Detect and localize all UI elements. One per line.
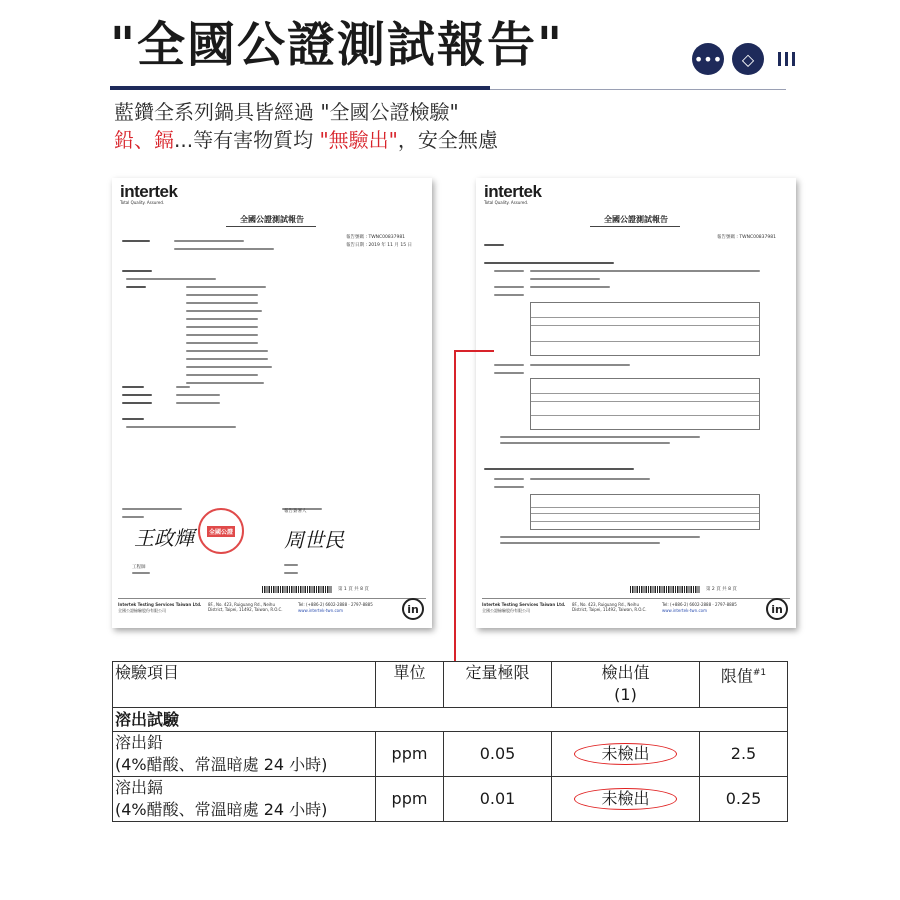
footer-company-zh: 全國公證檢驗股份有限公司: [482, 608, 530, 613]
callout-connector: [454, 350, 494, 352]
row-item: [113, 777, 376, 822]
header-loq: 定量極限: [444, 662, 552, 708]
barcode: [262, 586, 332, 593]
text-line: [186, 318, 258, 320]
text-line: [484, 468, 634, 470]
subtitle-metals: 鉛、鎘: [114, 128, 174, 152]
row-name: 溶出鉛: [115, 733, 164, 752]
mini-table: [530, 302, 760, 356]
report-meta: [717, 234, 776, 242]
row-unit: ppm: [376, 732, 444, 777]
text-line: [500, 542, 660, 544]
table-section-row: [113, 708, 788, 732]
text-line: [174, 240, 244, 242]
text-line: [494, 294, 524, 296]
company-seal: 全國公證: [198, 508, 244, 554]
text-line: [122, 508, 182, 510]
row-result: [552, 777, 700, 822]
row-result: [552, 732, 700, 777]
row-name: 溶出鎘: [115, 778, 164, 797]
header-limit: [700, 662, 788, 708]
mini-table: [530, 494, 760, 530]
barcode: [630, 586, 700, 593]
header-item: 檢驗項目: [113, 662, 376, 708]
text-line: [494, 372, 524, 374]
text-line: [126, 278, 216, 280]
header-limit-label: 限值: [720, 666, 753, 686]
table-header-row: [113, 662, 788, 708]
row-limit: 0.25: [700, 777, 788, 822]
bars-icon: [778, 52, 795, 66]
logo-tagline: Total Quality. Assured.: [484, 200, 529, 205]
text-line: [122, 240, 150, 242]
signature-right: 周世民: [284, 528, 344, 552]
text-line: [132, 572, 150, 574]
text-line: [494, 486, 524, 488]
text-line: [484, 244, 504, 246]
text-line: [186, 366, 272, 368]
row-loq: 0.01: [444, 777, 552, 822]
header-unit: 單位: [376, 662, 444, 708]
text-line: [186, 374, 258, 376]
result-highlight: 未檢出: [574, 743, 676, 765]
text-line: [176, 394, 220, 396]
text-line: [186, 310, 262, 312]
text-line: [494, 270, 524, 272]
footer-company-zh: 全國公證檢驗股份有限公司: [118, 608, 166, 613]
row-unit: ppm: [376, 777, 444, 822]
subtitle-line-1: 藍鑽全系列鍋具皆經過 "全國公證檢驗": [114, 100, 459, 124]
signer-left-label: 工程師: [132, 565, 146, 570]
header-result-sub: (1): [614, 685, 637, 704]
intertek-logo: intertek: [120, 182, 178, 201]
text-line: [122, 418, 144, 420]
text-line: [530, 270, 760, 272]
report-meta: [346, 234, 412, 250]
text-line: [484, 262, 614, 264]
more-dots-icon[interactable]: •••: [692, 43, 724, 75]
text-line: [186, 334, 258, 336]
intertek-emblem-icon: in: [766, 598, 788, 620]
divider-accent: [110, 86, 490, 90]
text-line: [186, 350, 268, 352]
result-highlight: 未檢出: [574, 788, 676, 810]
callout-connector: [454, 350, 456, 662]
text-line: [186, 286, 266, 288]
title-underline: [590, 226, 680, 227]
text-line: [530, 364, 630, 366]
text-line: [122, 394, 152, 396]
text-line: [284, 564, 298, 566]
row-item: [113, 732, 376, 777]
table-row: [113, 732, 788, 777]
text-line: [500, 436, 700, 438]
text-line: [186, 294, 258, 296]
subtitle-line-2: [114, 126, 498, 154]
signature-left: 王政輝: [134, 526, 194, 550]
subtitle-middle: ...等有害物質均: [174, 128, 320, 152]
subtitle-not-detected: "無驗出": [319, 128, 398, 152]
text-line: [176, 402, 220, 404]
text-line: [122, 270, 152, 272]
footer-address: 8F., No. 423, Ruiguang Rd., Neihu District, Taipei, 11492, Taiwan, R.O.C.: [208, 602, 283, 612]
row-condition: (4%醋酸、常溫暗處 24 小時): [115, 800, 328, 819]
footer-tel: Tel: (+886-2) 6602-2888 · 2797-8885: [298, 602, 373, 607]
footer-web[interactable]: www.intertek-twn.com: [662, 608, 708, 613]
report-number: 報告號碼 : TWNC00837981: [346, 235, 406, 240]
text-line: [126, 426, 236, 428]
text-line: [530, 478, 650, 480]
text-line: [284, 572, 298, 574]
row-limit: 2.5: [700, 732, 788, 777]
footer-tel: Tel: (+886-2) 6602-2888 · 2797-8885: [662, 602, 737, 607]
text-line: [500, 536, 700, 538]
text-line: [176, 386, 190, 388]
page-title: "全國公證測試報告": [110, 17, 565, 73]
signer-right-label: 報告簽署人: [284, 509, 307, 514]
footer-divider: [118, 598, 426, 599]
text-line: [494, 286, 524, 288]
text-line: [186, 358, 268, 360]
text-line: [122, 516, 144, 518]
report-page-2: [476, 178, 796, 628]
row-condition: (4%醋酸、常溫暗處 24 小時): [115, 755, 328, 774]
footer-web[interactable]: www.intertek-twn.com: [298, 608, 344, 613]
table-row: [113, 777, 788, 822]
text-line: [122, 402, 152, 404]
page-number: 第 2 頁 共 8 頁: [706, 587, 737, 592]
intertek-emblem-icon: in: [402, 598, 424, 620]
title-underline: [226, 226, 316, 227]
diamond-icon: ◇: [732, 43, 764, 75]
footer-address: 8F., No. 423, Ruiguang Rd., Neihu District, Taipei, 11492, Taiwan, R.O.C.: [572, 602, 647, 612]
intertek-logo: intertek: [484, 182, 542, 201]
text-line: [494, 364, 524, 366]
header-result-label: 檢出值: [601, 663, 650, 682]
footer-divider: [482, 598, 790, 599]
text-line: [186, 326, 258, 328]
text-line: [186, 302, 258, 304]
text-line: [500, 442, 670, 444]
report-date: 報告日期 : 2019 年 11 月 15 日: [346, 243, 412, 248]
header-result: [552, 662, 700, 708]
text-line: [530, 278, 600, 280]
report-title: 全國公證測試報告: [604, 215, 668, 224]
header-limit-footnote: #1: [752, 668, 767, 678]
text-line: [530, 286, 610, 288]
footer-company: Intertek Testing Services Taiwan Ltd.: [118, 602, 202, 607]
page-number: 第 1 頁 共 8 頁: [338, 587, 369, 592]
mini-table: [530, 378, 760, 430]
text-line: [494, 478, 524, 480]
logo-tagline: Total Quality. Assured.: [120, 200, 165, 205]
text-line: [186, 342, 258, 344]
text-line: [186, 382, 264, 384]
footer-company: Intertek Testing Services Taiwan Ltd.: [482, 602, 566, 607]
text-line: [122, 386, 144, 388]
report-number: 報告號碼 : TWNC00837981: [717, 235, 776, 240]
section-label: 溶出試驗: [113, 708, 788, 732]
header-icons: [692, 42, 795, 76]
text-line: [174, 248, 274, 250]
test-results-table: [112, 661, 788, 822]
report-title: 全國公證測試報告: [240, 215, 304, 224]
report-page-1: [112, 178, 432, 628]
subtitle-end: ，安全無慮: [397, 128, 498, 152]
text-line: [126, 286, 146, 288]
row-loq: 0.05: [444, 732, 552, 777]
